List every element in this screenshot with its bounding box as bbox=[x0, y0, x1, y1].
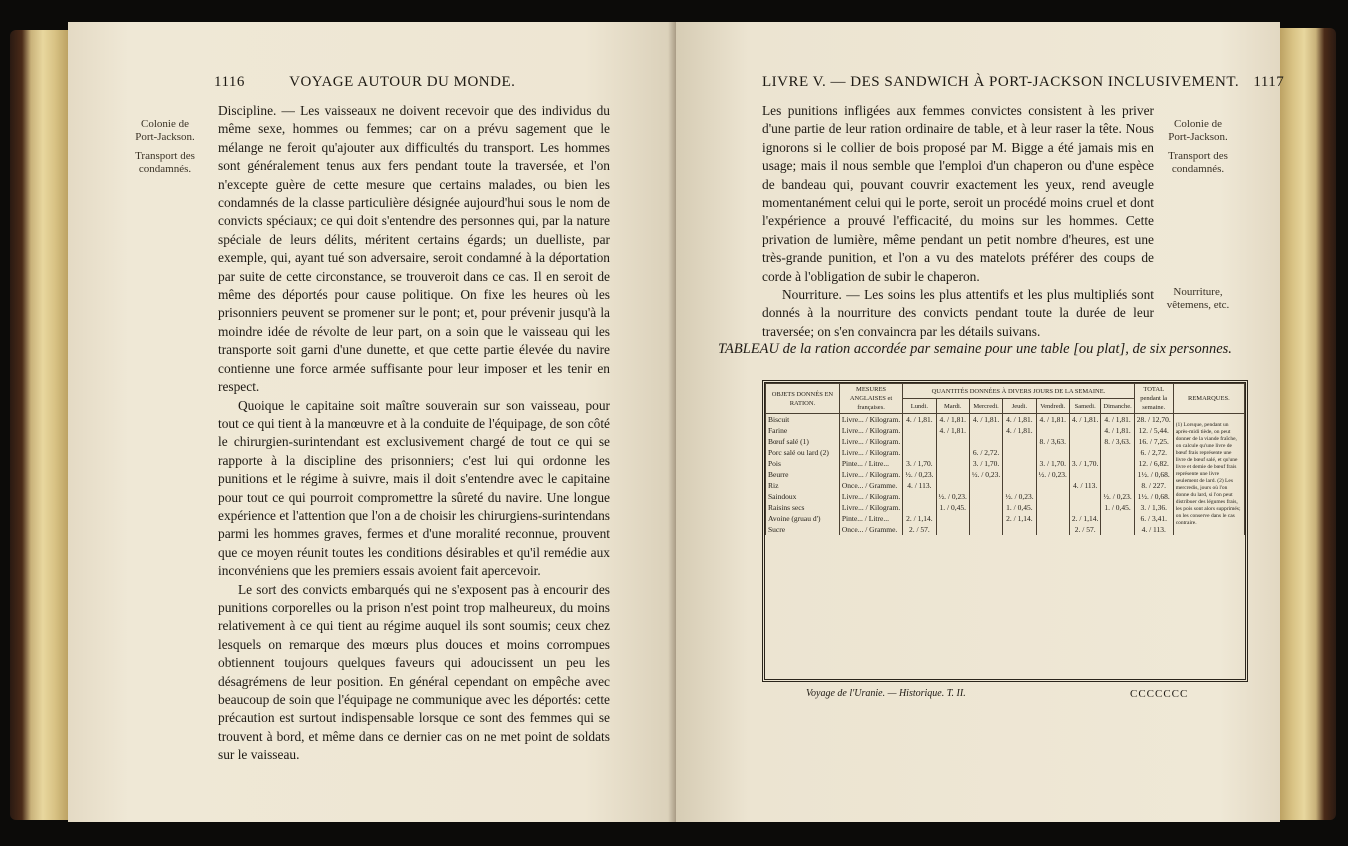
ration-total: 6. / 2,72. bbox=[1134, 447, 1173, 458]
left-page-header bbox=[214, 74, 515, 91]
table-row bbox=[766, 458, 1245, 469]
ration-day-value: 4. / 1,81. bbox=[936, 414, 969, 426]
ration-day-value: ½. / 0,23. bbox=[1003, 491, 1036, 502]
right-margin-note-transport: Transport des condamnés. bbox=[1168, 150, 1228, 175]
ration-day-value: 4. / 1,81. bbox=[1003, 414, 1036, 426]
header-day: Mardi. bbox=[936, 399, 969, 414]
book-page-edges-left bbox=[10, 30, 70, 820]
ration-units: Once... / Gramme. bbox=[839, 524, 902, 535]
header-remarques: REMARQUES. bbox=[1173, 384, 1244, 414]
ration-day-value bbox=[1069, 447, 1100, 458]
ration-table-body bbox=[766, 414, 1245, 536]
header-day: Samedi. bbox=[1069, 399, 1100, 414]
right-page-number: 1117 bbox=[1253, 74, 1285, 90]
ration-day-value bbox=[936, 458, 969, 469]
ration-day-value bbox=[1069, 436, 1100, 447]
ration-units: Livre... / Kilogram. bbox=[839, 502, 902, 513]
ration-item: Riz bbox=[766, 480, 840, 491]
ration-day-value bbox=[969, 491, 1002, 502]
ration-item: Biscuit bbox=[766, 414, 840, 426]
right-page-header bbox=[762, 74, 1284, 91]
ration-table bbox=[762, 380, 1248, 682]
ration-total: 28. / 12,70. bbox=[1134, 414, 1173, 426]
ration-day-value bbox=[936, 513, 969, 524]
ration-item: Bœuf salé (1) bbox=[766, 436, 840, 447]
ration-day-value: 4. / 113. bbox=[1069, 480, 1100, 491]
right-margin-note-colonie: Colonie de Port-Jackson. bbox=[1168, 118, 1228, 143]
ration-day-value bbox=[1069, 469, 1100, 480]
ration-day-value bbox=[969, 513, 1002, 524]
ration-day-value: 1. / 0,45. bbox=[1003, 502, 1036, 513]
ration-item: Pois bbox=[766, 458, 840, 469]
ration-day-value bbox=[903, 425, 936, 436]
table-row bbox=[766, 469, 1245, 480]
ration-day-value bbox=[969, 436, 1002, 447]
ration-day-value: 4. / 1,81. bbox=[1069, 414, 1100, 426]
header-mesures: MESURES ANGLAISES et françaises. bbox=[839, 384, 902, 414]
ration-day-value: 4. / 1,81. bbox=[1101, 425, 1134, 436]
ration-item: Avoine (gruau d') bbox=[766, 513, 840, 524]
ration-total: 12. / 5,44. bbox=[1134, 425, 1173, 436]
header-objets: OBJETS DONNÉS EN RATION. bbox=[766, 384, 840, 414]
header-day: Lundi. bbox=[903, 399, 936, 414]
footer-signature-mark: CCCCCCC bbox=[1130, 688, 1189, 700]
ration-item: Raisins secs bbox=[766, 502, 840, 513]
ration-day-value: ½. / 0,23. bbox=[1036, 469, 1069, 480]
right-margin-note-nourriture: Nourriture, vêtemens, etc. bbox=[1166, 286, 1230, 311]
ration-units: Livre... / Kilogram. bbox=[839, 447, 902, 458]
ration-day-value bbox=[1101, 458, 1134, 469]
table-row bbox=[766, 491, 1245, 502]
ration-units: Pinte... / Litre... bbox=[839, 458, 902, 469]
ration-day-value bbox=[1069, 491, 1100, 502]
ration-day-value: 2. / 1,14. bbox=[1003, 513, 1036, 524]
ration-day-value bbox=[1003, 436, 1036, 447]
ration-day-value bbox=[1003, 524, 1036, 535]
paragraph-discipline: Discipline. — Les vaisseaux ne doivent recevoir que des individus du même sexe, hommes ou femmes; car on a prévu sagement que le mélange ne feroit qu'ajouter aux difficultés du transport. Les hommes sont généralement tenus aux fers pendant toute la traversée, et l'on n'excepte guère de cette mesure que certains malades, ou bien les condamnés de la classe particulière désignée aujourd'hui sous le nom de convicts spéciaux; ce qui doit s'entendre des personnes qui, par la nature spéciale de leurs délits, méritent certains égards; un duelliste, par exemple, qui, ayant tué son adversaire, seroit condamné à la déportation par suite de cette circonstance, se trouveroit dans ce cas. Il en seroit de même des déportés pour cause politique. On fixe les heures où les prisonniers peuvent se promener sur le pont; et, pour prévenir jusqu'à la moindre idée de révolte de leur part, on a soin que le vaisseau qui les transporte soit garni d'une dunette, et que cette partie élevée du navire contienne une force armée suffisante pour leur imposer et les tenir en respect. bbox=[218, 103, 610, 395]
ration-day-value bbox=[1036, 502, 1069, 513]
table-row bbox=[766, 524, 1245, 535]
ration-day-value: 4. / 1,81. bbox=[1036, 414, 1069, 426]
header-day: Dimanche. bbox=[1101, 399, 1134, 414]
ration-day-value: 2. / 57. bbox=[903, 524, 936, 535]
ration-day-value bbox=[903, 502, 936, 513]
ration-total: 1½. / 0,68. bbox=[1134, 469, 1173, 480]
ration-day-value: 2. / 1,14. bbox=[903, 513, 936, 524]
ration-day-value: 4. / 1,81. bbox=[969, 414, 1002, 426]
ration-day-value bbox=[1003, 447, 1036, 458]
ration-day-value: 3. / 1,70. bbox=[903, 458, 936, 469]
ration-day-value: 4. / 113. bbox=[903, 480, 936, 491]
table-row bbox=[766, 480, 1245, 491]
ration-day-value: ½. / 0,23. bbox=[1101, 491, 1134, 502]
ration-total: 1½. / 0,68. bbox=[1134, 491, 1173, 502]
header-total: TOTAL pendant la semaine. bbox=[1134, 384, 1173, 414]
ration-units: Once... / Gramme. bbox=[839, 480, 902, 491]
ration-item: Farine bbox=[766, 425, 840, 436]
ration-day-value bbox=[969, 480, 1002, 491]
ration-day-value: 2. / 1,14. bbox=[1069, 513, 1100, 524]
ration-units: Livre... / Kilogram. bbox=[839, 425, 902, 436]
ration-units: Livre... / Kilogram. bbox=[839, 414, 902, 426]
ration-day-value: 4. / 1,81. bbox=[1101, 414, 1134, 426]
ration-total: 8. / 227. bbox=[1134, 480, 1173, 491]
ration-day-value bbox=[1036, 513, 1069, 524]
ration-day-value: 1. / 0,45. bbox=[1101, 502, 1134, 513]
ration-day-value bbox=[1101, 469, 1134, 480]
ration-day-value bbox=[1101, 480, 1134, 491]
ration-day-value bbox=[936, 480, 969, 491]
footer-signature: Voyage de l'Uranie. — Historique. T. II. bbox=[806, 688, 966, 699]
ration-day-value bbox=[1036, 447, 1069, 458]
ration-day-value bbox=[1003, 469, 1036, 480]
ration-day-value bbox=[1101, 524, 1134, 535]
table-row bbox=[766, 436, 1245, 447]
ration-item: Beurre bbox=[766, 469, 840, 480]
ration-total: 16. / 7,25. bbox=[1134, 436, 1173, 447]
ration-item: Saindoux bbox=[766, 491, 840, 502]
book-page-edges-right bbox=[1278, 28, 1336, 820]
right-body-text bbox=[762, 102, 1154, 341]
ration-day-value: 1. / 0,45. bbox=[936, 502, 969, 513]
header-day: Vendredi. bbox=[1036, 399, 1069, 414]
left-body-text bbox=[218, 102, 610, 765]
ration-day-value: 2. / 57. bbox=[1069, 524, 1100, 535]
table-row bbox=[766, 502, 1245, 513]
ration-day-value: ½. / 0,23. bbox=[969, 469, 1002, 480]
ration-day-value: ½. / 0,23. bbox=[936, 491, 969, 502]
ration-day-value bbox=[903, 447, 936, 458]
table-row bbox=[766, 414, 1245, 426]
ration-total: 6. / 3,41. bbox=[1134, 513, 1173, 524]
ration-day-value bbox=[903, 491, 936, 502]
ration-day-value bbox=[903, 436, 936, 447]
ration-day-value bbox=[1036, 480, 1069, 491]
table-row bbox=[766, 425, 1245, 436]
ration-day-value: 6. / 2,72. bbox=[969, 447, 1002, 458]
left-margin-note-colonie: Colonie de Port-Jackson. bbox=[135, 118, 195, 143]
table-row bbox=[766, 447, 1245, 458]
paragraph-sort-convicts: Le sort des convicts embarqués qui ne s'exposent pas à encourir des punitions corporelles ou la prison n'est point trop malheureux, du moins relativement à ce qui tient au régime auquel ils sont soumis; ceux chez lesquels on remarque des mœurs plus douces et moins corrompues obtiennent toujours quelques faveurs qui adoucissent un peu les désagrémens de leur position. En général cependant on empêche avec beaucoup de soin que l'équipage ne communique avec les déportés: cette précaution est surtout indispensable lorsque ce sont des femmes qui se trouvent à bord, et même dans ce dernier cas on ne met point de soldats sur le vaisseau. bbox=[218, 581, 610, 763]
ration-day-value: 3. / 1,70. bbox=[1036, 458, 1069, 469]
ration-day-value bbox=[1101, 513, 1134, 524]
ration-day-value bbox=[1003, 480, 1036, 491]
header-quantites: QUANTITÉS DONNÉES À DIVERS JOURS DE LA SEMAINE. bbox=[903, 384, 1135, 399]
header-day: Jeudi. bbox=[1003, 399, 1036, 414]
ration-units: Livre... / Kilogram. bbox=[839, 436, 902, 447]
ration-day-value: 4. / 1,81. bbox=[936, 425, 969, 436]
ration-day-value bbox=[1036, 425, 1069, 436]
ration-day-value bbox=[936, 469, 969, 480]
ration-day-value: 3. / 1,70. bbox=[1069, 458, 1100, 469]
ration-total: 4. / 113. bbox=[1134, 524, 1173, 535]
ration-day-value bbox=[1069, 425, 1100, 436]
ration-day-value bbox=[1101, 447, 1134, 458]
paragraph-punitions: Les punitions infligées aux femmes convictes consistent à les priver d'une partie de leur ration ordinaire de table, et à leur raser la tête. Nous ignorons si le collier de bois proposé par M. Bigge a été jamais mis en usage; mais il nous semble que l'emploi d'un chaperon ou d'une espèce de bandeau qui, pouvant couvrir exactement les yeux, rend aveugle momentanément celui qui le porte, seroit un procédé moins cruel et dont l'expérience a prouvé l'efficacité, du moins sur les hommes. Cette privation de lumière, même pendant un petit nombre d'heures, est une très-grande punition, et l'on a vu des matelots préférer des coups de corde à l'obligation de subir le chaperon. bbox=[762, 103, 1154, 284]
paragraph-capitaine: Quoique le capitaine soit maître souverain sur son vaisseau, pour tout ce qui tient à la manœuvre et à la conduite de l'équipage, de son côté le chirurgien-surintendant est exclusivement chargé de tout ce qui se rapporte à la discipline des prisonniers; c'est lui qui ordonne les punitions et le régime à suivre, mais il doit s'entendre avec le capitaine pour tout ce qui pourroit compromettre la sûreté du navire. Une longue expérience et l'attention que l'on a de choisir les chirurgiens-surintendans parmi les hommes graves, fermes et d'une moralité reconnue, prouvent que ce moyen réunit toutes les conditions désirables et qu'il remédie aux inconvéniens que les premiers essais avoient fait apercevoir. bbox=[218, 397, 610, 579]
ration-day-value bbox=[969, 502, 1002, 513]
ration-day-value: 3. / 1,70. bbox=[969, 458, 1002, 469]
ration-day-value: ½. / 0,23. bbox=[903, 469, 936, 480]
ration-units: Livre... / Kilogram. bbox=[839, 469, 902, 480]
table-title: TABLEAU de la ration accordée par semaine pour une table [ou plat], de six personnes. bbox=[718, 341, 1232, 357]
left-page-number: 1116 bbox=[214, 74, 245, 90]
ration-day-value bbox=[1003, 458, 1036, 469]
ration-day-value: 4. / 1,81. bbox=[1003, 425, 1036, 436]
table-row bbox=[766, 513, 1245, 524]
ration-remarks: (1) Lorsque, pendant un après-midi tiède, on peut donner de la viande fraîche, on calcule qu'une livre de bœuf frais représente une livre de bœuf salé, et qu'une livre et demie de bœuf frais représente une livre seulement de lard. (2) Les mercredis, jours où l'on donne du lard, si l'on peut distribuer des légumes frais, les pois sont alors supprimés; on les conserve dans le cas contraire. bbox=[1173, 414, 1244, 536]
ration-day-value bbox=[1036, 491, 1069, 502]
ration-day-value bbox=[969, 425, 1002, 436]
ration-day-value bbox=[936, 447, 969, 458]
ration-total: 12. / 6,82. bbox=[1134, 458, 1173, 469]
paragraph-nourriture: Nourriture. — Les soins les plus attentifs et les plus multipliés sont donnés à la nourriture des convicts pendant toute la durée de leur traversée; on s'en convaincra par les détails suivans. bbox=[762, 287, 1154, 339]
ration-day-value: 4. / 1,81. bbox=[903, 414, 936, 426]
ration-units: Pinte... / Litre... bbox=[839, 513, 902, 524]
ration-item: Porc salé ou lard (2) bbox=[766, 447, 840, 458]
header-day: Mercredi. bbox=[969, 399, 1002, 414]
ration-item: Sucre bbox=[766, 524, 840, 535]
ration-day-value bbox=[1036, 524, 1069, 535]
ration-day-value bbox=[936, 524, 969, 535]
right-running-title: LIVRE V. — DES SANDWICH À PORT-JACKSON INCLUSIVEMENT. bbox=[762, 74, 1240, 90]
ration-day-value bbox=[1069, 502, 1100, 513]
ration-total: 3. / 1,36. bbox=[1134, 502, 1173, 513]
ration-day-value: 8. / 3,63. bbox=[1036, 436, 1069, 447]
left-margin-note-transport: Transport des condamnés. bbox=[135, 150, 195, 175]
ration-day-value bbox=[936, 436, 969, 447]
ration-day-value: 8. / 3,63. bbox=[1101, 436, 1134, 447]
ration-day-value bbox=[969, 524, 1002, 535]
ration-units: Livre... / Kilogram. bbox=[839, 491, 902, 502]
left-running-title: VOYAGE AUTOUR DU MONDE. bbox=[289, 74, 516, 90]
